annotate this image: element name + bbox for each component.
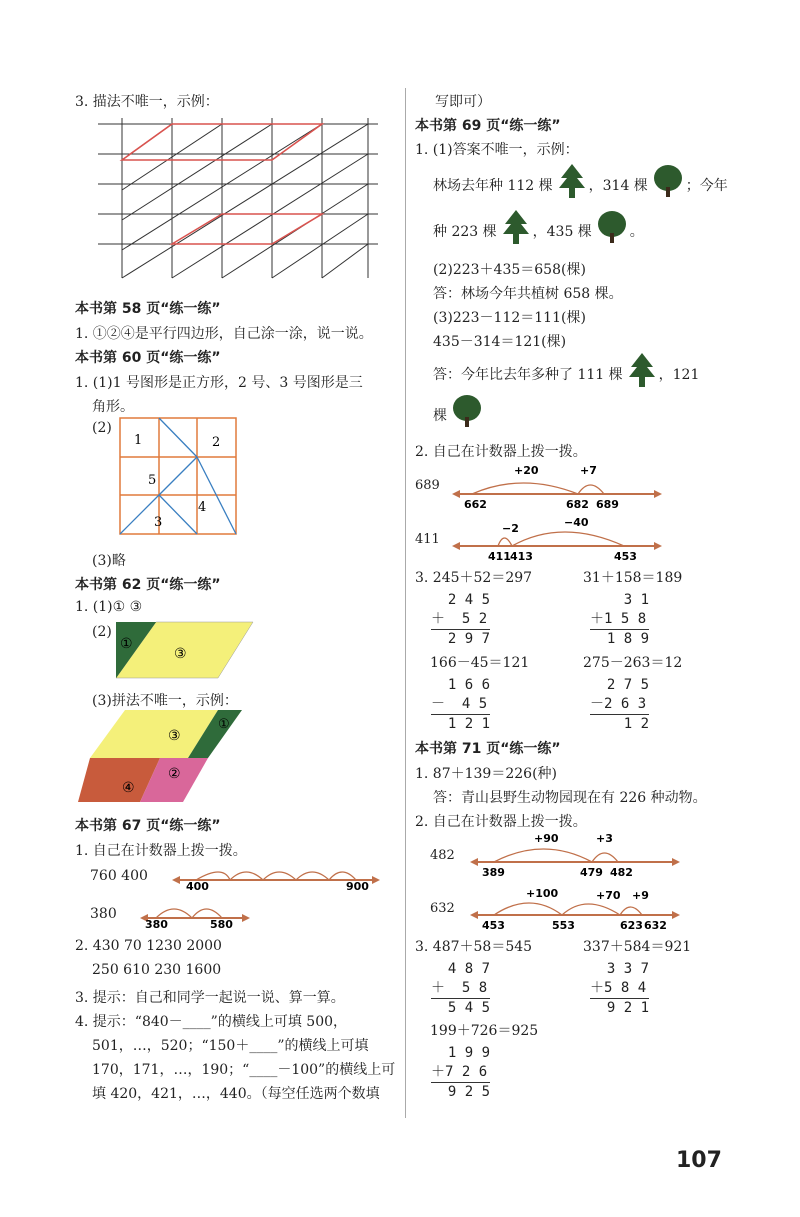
- section-69-line9: [433, 405, 485, 427]
- jump-plus9: +9: [632, 889, 649, 902]
- number-line-453-632: [470, 883, 680, 933]
- item-3-text: 3. 描法不唯一，示例：: [75, 94, 219, 110]
- line2-text-c: ；今年: [685, 178, 728, 194]
- section-69-line3: [433, 220, 644, 244]
- jump-plus90: +90: [534, 832, 559, 845]
- section-67-line1: 1. 自己在计数器上拨一拨。: [75, 843, 247, 859]
- section-69-line8: [433, 363, 699, 387]
- section-67-line3: 3. 提示：自己和同学一起说一说、算一算。: [75, 990, 345, 1006]
- jump-minus40: −40: [564, 516, 589, 529]
- calc-row: ＋1 5 8: [590, 611, 647, 627]
- line2-text-a: 林场去年种 112 棵: [433, 178, 553, 194]
- number-line-380-580: [140, 898, 250, 931]
- jump-plus70: +70: [596, 889, 621, 902]
- calc-row: ＋7 2 6: [431, 1064, 488, 1080]
- section-69-line11a: 3. 245＋52＝297: [415, 570, 533, 586]
- line3-text-b: ，435 棵: [532, 224, 592, 240]
- pine-tree-icon: [557, 164, 587, 198]
- vertical-calc-166-45: [431, 676, 490, 734]
- line8-text-b: ，121: [658, 367, 700, 383]
- parallelogram-grid-figure: [98, 118, 378, 283]
- fig-label-2: 2: [212, 435, 221, 450]
- calc-row: 1 9 9: [431, 1045, 491, 1061]
- jump-plus100: +100: [526, 887, 559, 900]
- vertical-calc-337-584: [590, 960, 649, 1018]
- section-60-line2: (2): [92, 420, 112, 436]
- label-389: 389: [482, 866, 505, 879]
- section-69-line10: 2. 自己在计数器上拨一拨。: [415, 444, 587, 460]
- section-71-line3: 2. 自己在计数器上拨一拨。: [415, 814, 587, 830]
- nl-482-prefix: 482: [430, 848, 455, 863]
- section-58-line1: 1. ①②④是平行四边形，自己涂一涂，说一说。: [75, 326, 373, 342]
- calc-row: 3 3 7: [590, 961, 650, 977]
- calc-row: 2 7 5: [590, 677, 650, 693]
- line3-text-c: 。: [629, 224, 644, 240]
- pine-tree-icon: [501, 210, 531, 244]
- calc-result: 9 2 1: [590, 1000, 650, 1016]
- line8-text-a: 答：今年比去年多种了 111 棵: [433, 367, 623, 383]
- section-71-line5: 199＋726＝925: [430, 1023, 539, 1039]
- section-62-line2: (2): [92, 624, 112, 640]
- vertical-calc-245-52: [431, 591, 490, 649]
- number-line-411-453: [452, 514, 662, 564]
- fig2-label-c: ②: [168, 766, 181, 782]
- section-67-nl2-prefix: 380: [90, 906, 117, 922]
- vertical-calc-31-158: [590, 591, 649, 649]
- nl1-label-400: 400: [186, 880, 209, 893]
- calc-result: 1 2: [590, 716, 650, 732]
- round-tree-icon: [596, 211, 628, 243]
- section-60-line1a: 1. (1)1 号图形是正方形，2 号、3 号图形是三: [75, 375, 363, 391]
- calc-row: 1 6 6: [431, 677, 491, 693]
- calc-row: ＋ 5 2: [431, 611, 488, 627]
- section-69-heading: 本书第 69 页“练一练”: [415, 118, 561, 134]
- label-479: 479: [580, 866, 603, 879]
- colored-parallelogram-figure: [116, 622, 256, 682]
- calc-result: 5 4 5: [431, 1000, 491, 1016]
- section-67-nl1-prefix: 760 400: [90, 868, 148, 884]
- fig-label-1: 1: [134, 433, 143, 448]
- section-69-line1: 1. (1)答案不唯一，示例：: [415, 142, 579, 158]
- column-divider: [405, 88, 406, 1118]
- nl1-label-900: 900: [346, 880, 369, 893]
- section-60-line1b: 角形。: [92, 399, 134, 415]
- line2-text-b: ，314 棵: [588, 178, 648, 194]
- number-line-662-689: [452, 462, 662, 512]
- fig2-label-a: ③: [168, 728, 181, 744]
- label-413: 413: [510, 550, 533, 563]
- jump-plus20: +20: [514, 464, 539, 477]
- section-71-line4b: 337＋584＝921: [583, 939, 692, 955]
- section-67-heading: 本书第 67 页“练一练”: [75, 818, 221, 834]
- calc-row: 2 4 5: [431, 592, 491, 608]
- label-689: 689: [596, 498, 619, 511]
- section-69-line5: 答：林场今年共植树 658 棵。: [433, 286, 623, 302]
- section-69-line7: 435－314＝121(棵): [433, 334, 567, 350]
- fig1-label-b: ③: [174, 646, 187, 662]
- calc-row: ＋5 8 4: [590, 980, 647, 996]
- label-623: 623: [620, 919, 643, 932]
- label-453: 453: [482, 919, 505, 932]
- section-69-line12a: 166－45＝121: [430, 655, 530, 671]
- label-553: 553: [552, 919, 575, 932]
- section-69-line4: (2)223＋435＝658(棵): [433, 262, 586, 278]
- nl2-label-380: 380: [145, 918, 168, 931]
- round-tree-icon: [652, 165, 684, 197]
- calc-result: 2 9 7: [431, 631, 491, 647]
- calc-result: 1 8 9: [590, 631, 650, 647]
- jump-plus3: +3: [596, 832, 613, 845]
- section-62-line3: (3)拼法不唯一，示例：: [92, 693, 238, 709]
- section-71-line2: 答：青山县野生动物园现在有 226 种动物。: [433, 790, 707, 806]
- section-58-heading: 本书第 58 页“练一练”: [75, 301, 221, 317]
- nl-411-prefix: 411: [415, 532, 440, 547]
- vertical-calc-275-263: [590, 676, 649, 734]
- calc-row: 4 8 7: [431, 961, 491, 977]
- jump-minus2: −2: [502, 522, 519, 535]
- label-682: 682: [566, 498, 589, 511]
- section-71-line4a: 3. 487＋58＝545: [415, 939, 533, 955]
- calc-row: ＋ 5 8: [431, 980, 488, 996]
- section-62-heading: 本书第 62 页“练一练”: [75, 577, 221, 593]
- section-67-line4c: 170，171，…，190；“____－100”的横线上可: [92, 1062, 396, 1078]
- number-line-400-900: [172, 860, 382, 893]
- calc-result: 9 2 5: [431, 1084, 491, 1100]
- label-453: 453: [614, 550, 637, 563]
- nl-632-prefix: 632: [430, 901, 455, 916]
- section-71-line1: 1. 87＋139＝226(种): [415, 766, 557, 782]
- section-60-line3: (3)略: [92, 553, 126, 569]
- section-62-line1: 1. (1)① ③: [75, 599, 143, 615]
- calc-row: － 4 5: [431, 696, 488, 712]
- section-69-line11b: 31＋158＝189: [583, 570, 683, 586]
- number-line-389-482: [470, 830, 680, 880]
- label-411: 411: [488, 550, 511, 563]
- label-632: 632: [644, 919, 667, 932]
- fig2-label-d: ④: [122, 780, 135, 796]
- jump-plus7: +7: [580, 464, 597, 477]
- fig-label-5: 5: [148, 473, 157, 488]
- calc-result: 1 2 1: [431, 716, 491, 732]
- fig-label-4: 4: [198, 500, 207, 515]
- label-482: 482: [610, 866, 633, 879]
- continuation-text: 写即可）: [435, 94, 491, 110]
- fig2-label-b: ①: [218, 717, 230, 732]
- label-662: 662: [464, 498, 487, 511]
- line9-text: 棵: [433, 408, 447, 424]
- calc-row: －2 6 3: [590, 696, 647, 712]
- section-69-line6: (3)223－112＝111(棵): [433, 310, 586, 326]
- fig1-label-a: ①: [120, 636, 133, 652]
- section-69-line2: [433, 174, 728, 198]
- rearranged-parallelogram-figure: [90, 710, 245, 805]
- line3-text-a: 种 223 棵: [433, 224, 497, 240]
- calc-row: 3 1: [590, 592, 650, 608]
- square-division-figure: [120, 418, 240, 538]
- vertical-calc-199-726: [431, 1044, 490, 1102]
- round-tree-icon: [451, 395, 483, 427]
- section-71-heading: 本书第 71 页“练一练”: [415, 741, 561, 757]
- page-number: 107: [676, 1148, 722, 1173]
- fig-label-3: 3: [154, 515, 163, 530]
- section-67-line4a: 4. 提示：“840－____”的横线上可填 500，: [75, 1014, 348, 1030]
- section-60-heading: 本书第 60 页“练一练”: [75, 350, 221, 366]
- section-67-line2a: 2. 430 70 1230 2000: [75, 938, 222, 954]
- nl2-label-580: 580: [210, 918, 233, 931]
- section-67-line4d: 填 420，421，…，440。（每空任选两个数填: [92, 1086, 380, 1102]
- section-69-line12b: 275－263＝12: [583, 655, 683, 671]
- nl-689-prefix: 689: [415, 478, 440, 493]
- section-67-line2b: 250 610 230 1600: [92, 962, 222, 978]
- section-67-line4b: 501，…，520；“150＋____”的横线上可填: [92, 1038, 369, 1054]
- pine-tree-icon: [627, 353, 657, 387]
- vertical-calc-487-58: [431, 960, 490, 1018]
